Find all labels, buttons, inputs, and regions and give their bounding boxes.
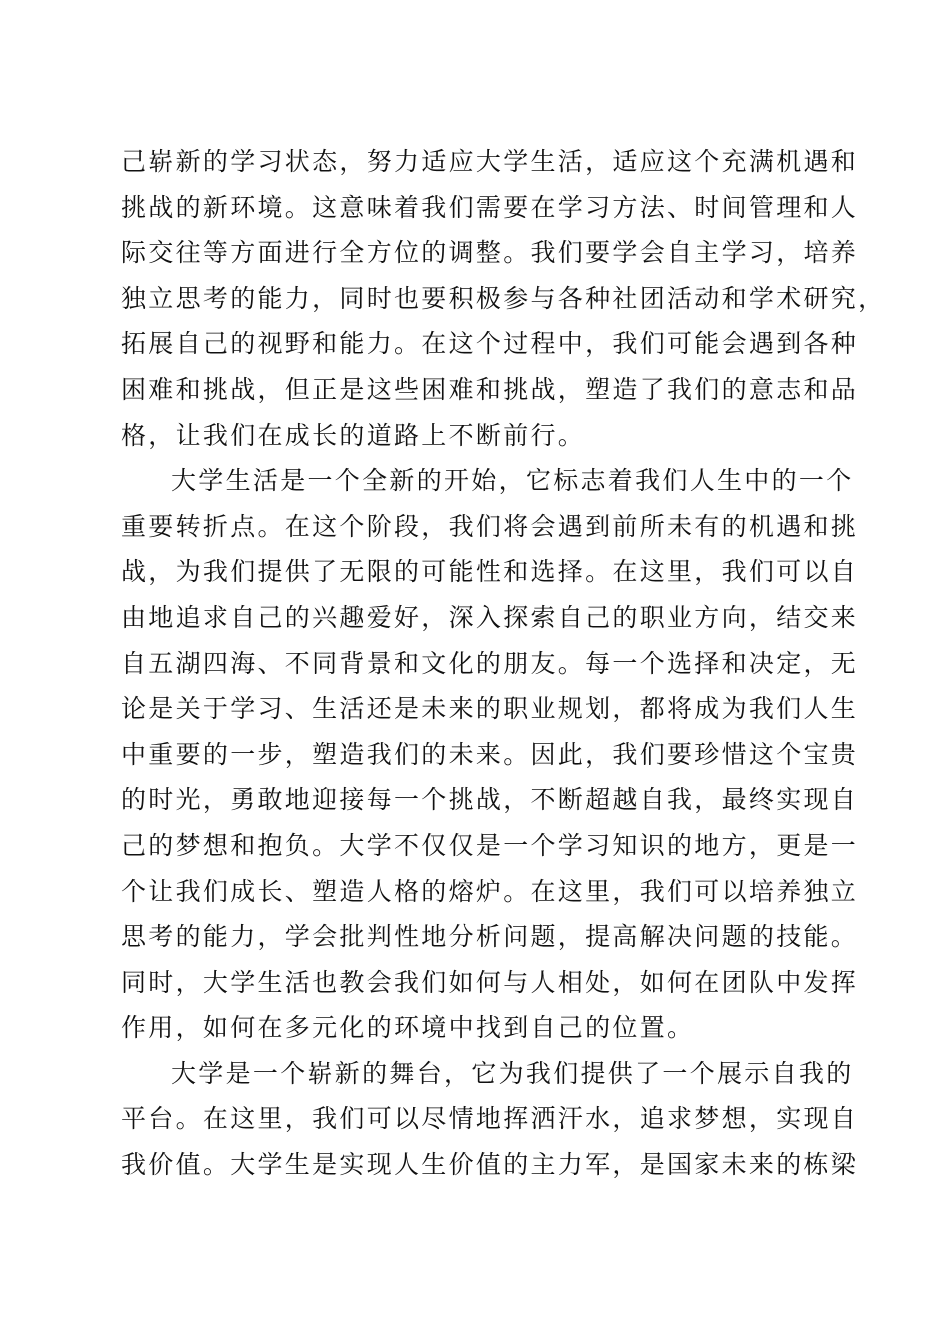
text-line: 重要转折点。在这个阶段，我们将会遇到前所未有的机遇和挑 — [121, 511, 859, 541]
text-line: 作用，如何在多元化的环境中找到自己的位置。 — [121, 1013, 695, 1043]
text-line: 拓展自己的视野和能力。在这个过程中，我们可能会遇到各种 — [121, 329, 859, 359]
paragraph — [121, 1051, 859, 1188]
text-line: 际交往等方面进行全方位的调整。我们要学会自主学习，培养 — [121, 238, 859, 268]
text-line: 己崭新的学习状态，努力适应大学生活，适应这个充满机遇和 — [121, 147, 859, 176]
text-line: 大学生活是一个全新的开始，它标志着我们人生中的一个 — [171, 466, 854, 496]
text-line: 大学是一个崭新的舞台，它为我们提供了一个展示自我的 — [171, 1058, 854, 1088]
text-line: 思考的能力，学会批判性地分析问题，提高解决问题的技能。 — [121, 922, 859, 952]
document-body — [121, 139, 886, 1188]
text-line: 由地追求自己的兴趣爱好，深入探索自己的职业方向，结交来 — [121, 602, 859, 632]
text-line: 论是关于学习、生活还是未来的职业规划，都将成为我们人生 — [121, 694, 859, 724]
text-line: 的时光，勇敢地迎接每一个挑战，不断超越自我，最终实现自 — [121, 785, 859, 815]
text-line: 战，为我们提供了无限的可能性和选择。在这里，我们可以自 — [121, 557, 859, 587]
text-line: 格，让我们在成长的道路上不断前行。 — [121, 420, 586, 450]
paragraph — [121, 139, 886, 458]
text-line: 我价值。大学生是实现人生价值的主力军，是国家未来的栋梁 — [121, 1150, 859, 1180]
text-line: 平台。在这里，我们可以尽情地挥洒汗水，追求梦想，实现自 — [121, 1104, 859, 1134]
text-line: 困难和挑战，但正是这些困难和挑战，塑造了我们的意志和品 — [121, 374, 859, 404]
paragraph — [121, 458, 859, 1051]
text-line: 中重要的一步，塑造我们的未来。因此，我们要珍惜这个宝贵 — [121, 739, 859, 769]
text-line: 同时，大学生活也教会我们如何与人相处，如何在团队中发挥 — [121, 967, 859, 997]
text-line: 个让我们成长、塑造人格的熔炉。在这里，我们可以培养独立 — [121, 876, 859, 906]
text-line: 独立思考的能力，同时也要积极参与各种社团活动和学术研究， — [121, 283, 886, 313]
text-line: 己的梦想和抱负。大学不仅仅是一个学习知识的地方，更是一 — [121, 830, 859, 860]
text-line: 挑战的新环境。这意味着我们需要在学习方法、时间管理和人 — [121, 192, 859, 222]
text-line: 自五湖四海、不同背景和文化的朋友。每一个选择和决定，无 — [121, 648, 859, 678]
